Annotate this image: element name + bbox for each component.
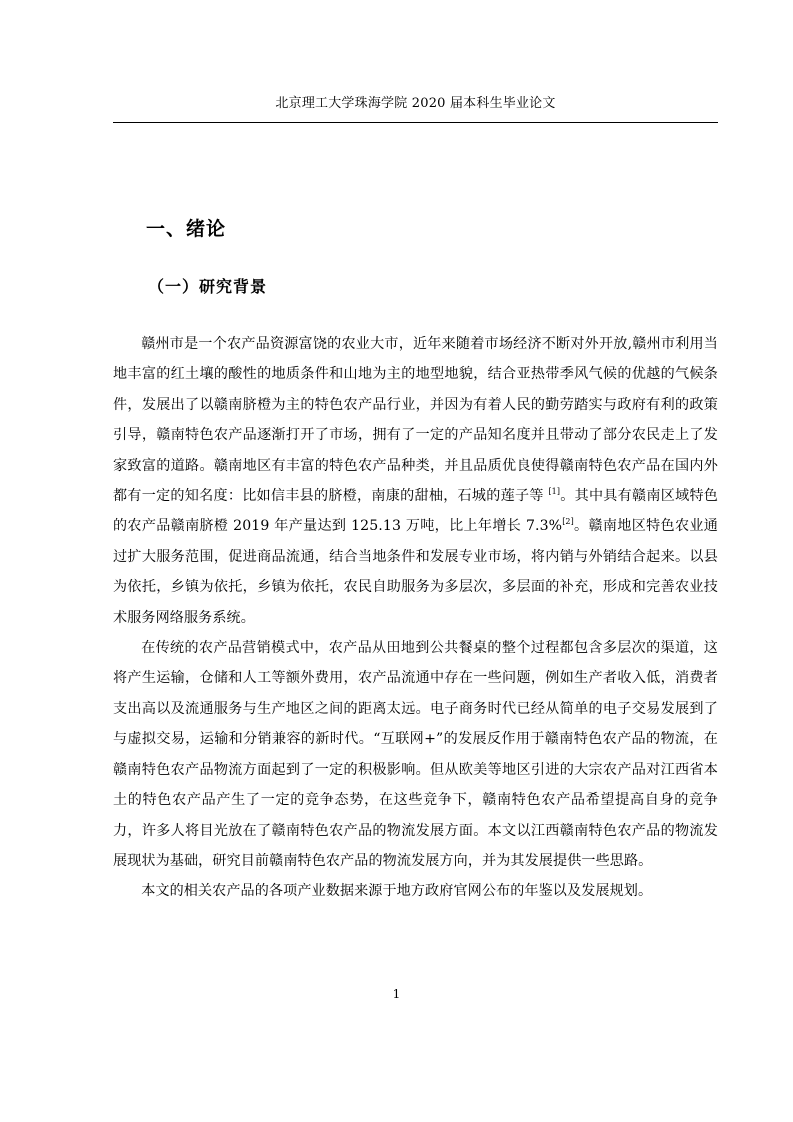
paragraph-3: 本文的相关农产品的各项产业数据来源于地方政府官网公布的年鉴以及发展规划。 xyxy=(141,883,653,900)
paragraph-1-text-a: 赣州市是一个农产品资源富饶的农业大市，近年来随着市场经济不断对外开放,赣州市利用当地丰富的红土壤的酸性的地质条件和山地为主的地型地貌，结合亚热带季风气候的优越的气候条件，发展出了以赣南脐橙为主的特色农产品行业，并因为有着人民的勤劳踏实与政府有利的政策引导，赣南特色农产品逐渐打开了市场，拥有了一定的产品知名度并且带动了部分农民走上了发家致富的道路。赣南地区有丰富的特色农产品种类，并且品质优良使得赣南特色农产品在国内外都有一定的知名度：比如信丰县的脐橙，南康的甜柚，石城的莲子等 xyxy=(113,336,718,505)
citation-2: [2] xyxy=(562,517,574,527)
paragraph-1-text-b: 。其中具有赣南区域特色的农产品赣南脐橙 2019 年产量达到 125.13 万吨，比上年增长 7.3% xyxy=(113,488,718,535)
citation-1: [1] xyxy=(548,487,561,497)
section-title: 一、绪论 xyxy=(146,218,227,240)
page-header: 北京理工大学珠海学院 2020 届本科生毕业论文 xyxy=(275,96,556,111)
page-number: 1 xyxy=(392,987,401,1001)
paragraph-1 xyxy=(113,329,718,633)
header-rule xyxy=(113,122,718,123)
paragraph-1-text-c: 。赣南地区特色农业通过扩大服务范围，促进商品流通，结合当地条件和发展专业市场，将内销与外销结合起来。以县为依托，乡镇为依托，乡镇为依托，农民自助服务为多层次，多层面的补充，形成和完善农业技术服务网络服务系统。 xyxy=(113,518,719,626)
paragraph-2: 在传统的农产品营销模式中，农产品从田地到公共餐桌的整个过程都包含多层次的渠道，这将产生运输，仓储和人工等额外费用，农产品流通中存在一些问题，例如生产者收入低，消费者支出高以及流通服务与生产地区之间的距离太远。电子商务时代已经从简单的电子交易发展到了与虚拟交易，运输和分销兼容的新时代。“互联网+”的发展反作用于赣南特色农产品的物流，在赣南特色农产品物流方面起到了一定的积极影响。但从欧美等地区引进的大宗农产品对江西省本土的特色农产品产生了一定的竞争态势，在这些竞争下，赣南特色农产品希望提高自身的竞争力，许多人将目光放在了赣南特色农产品的物流发展方面。本文以江西赣南特色农产品的物流发展现状为基础，研究目前赣南特色农产品的物流发展方向，并为其发展提供一些思路。 xyxy=(113,640,718,869)
subsection-title: （一）研究背景 xyxy=(148,277,268,296)
body-text xyxy=(113,329,718,907)
